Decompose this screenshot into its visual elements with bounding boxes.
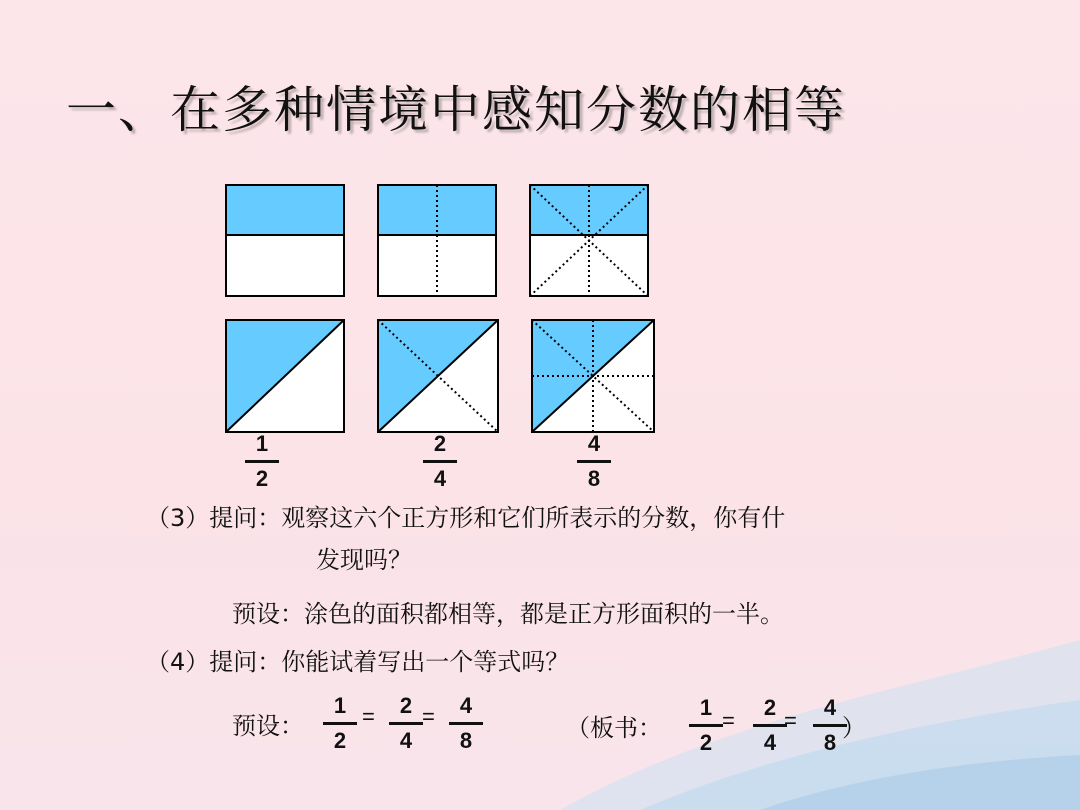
square-quarters-horizontal [378,185,496,296]
fraction-label: 4 8 [574,432,614,491]
question-4: （4）提问：你能试着写出一个等式吗？ [146,648,570,676]
equals-sign: = [722,708,735,733]
question-3-line-2: 发现吗？ [316,546,412,574]
equals-sign: = [422,704,435,729]
board-fraction: 4 8 [810,696,850,755]
square-quarters-diagonal [378,320,498,432]
equation-fraction: 2 4 [386,694,426,753]
fraction-label: 1 2 [242,432,282,491]
board-fraction: 2 4 [750,696,790,755]
fraction-label: 2 4 [420,432,460,491]
equation-fraction: 4 8 [446,694,486,753]
square-eighths-horizontal [530,185,648,296]
board-open-label: （板书： [566,714,662,742]
equation-fraction: 1 2 [320,694,360,753]
square-eighths-diagonal [532,320,654,432]
board-fraction: 1 2 [686,696,726,755]
square-half-diagonal [226,320,344,432]
preset-answer-1: 预设：涂色的面积都相等，都是正方形面积的一半。 [232,600,784,628]
board-close-label: ） [842,714,866,742]
preset-label: 预设： [232,712,304,740]
equals-sign: = [362,704,375,729]
page-title: 一、在多种情境中感知分数的相等 [66,81,846,139]
square-half-horizontal [226,185,344,296]
equals-sign: = [784,708,797,733]
question-3-line-1: （3）提问：观察这六个正方形和它们所表示的分数，你有什 [146,504,786,532]
